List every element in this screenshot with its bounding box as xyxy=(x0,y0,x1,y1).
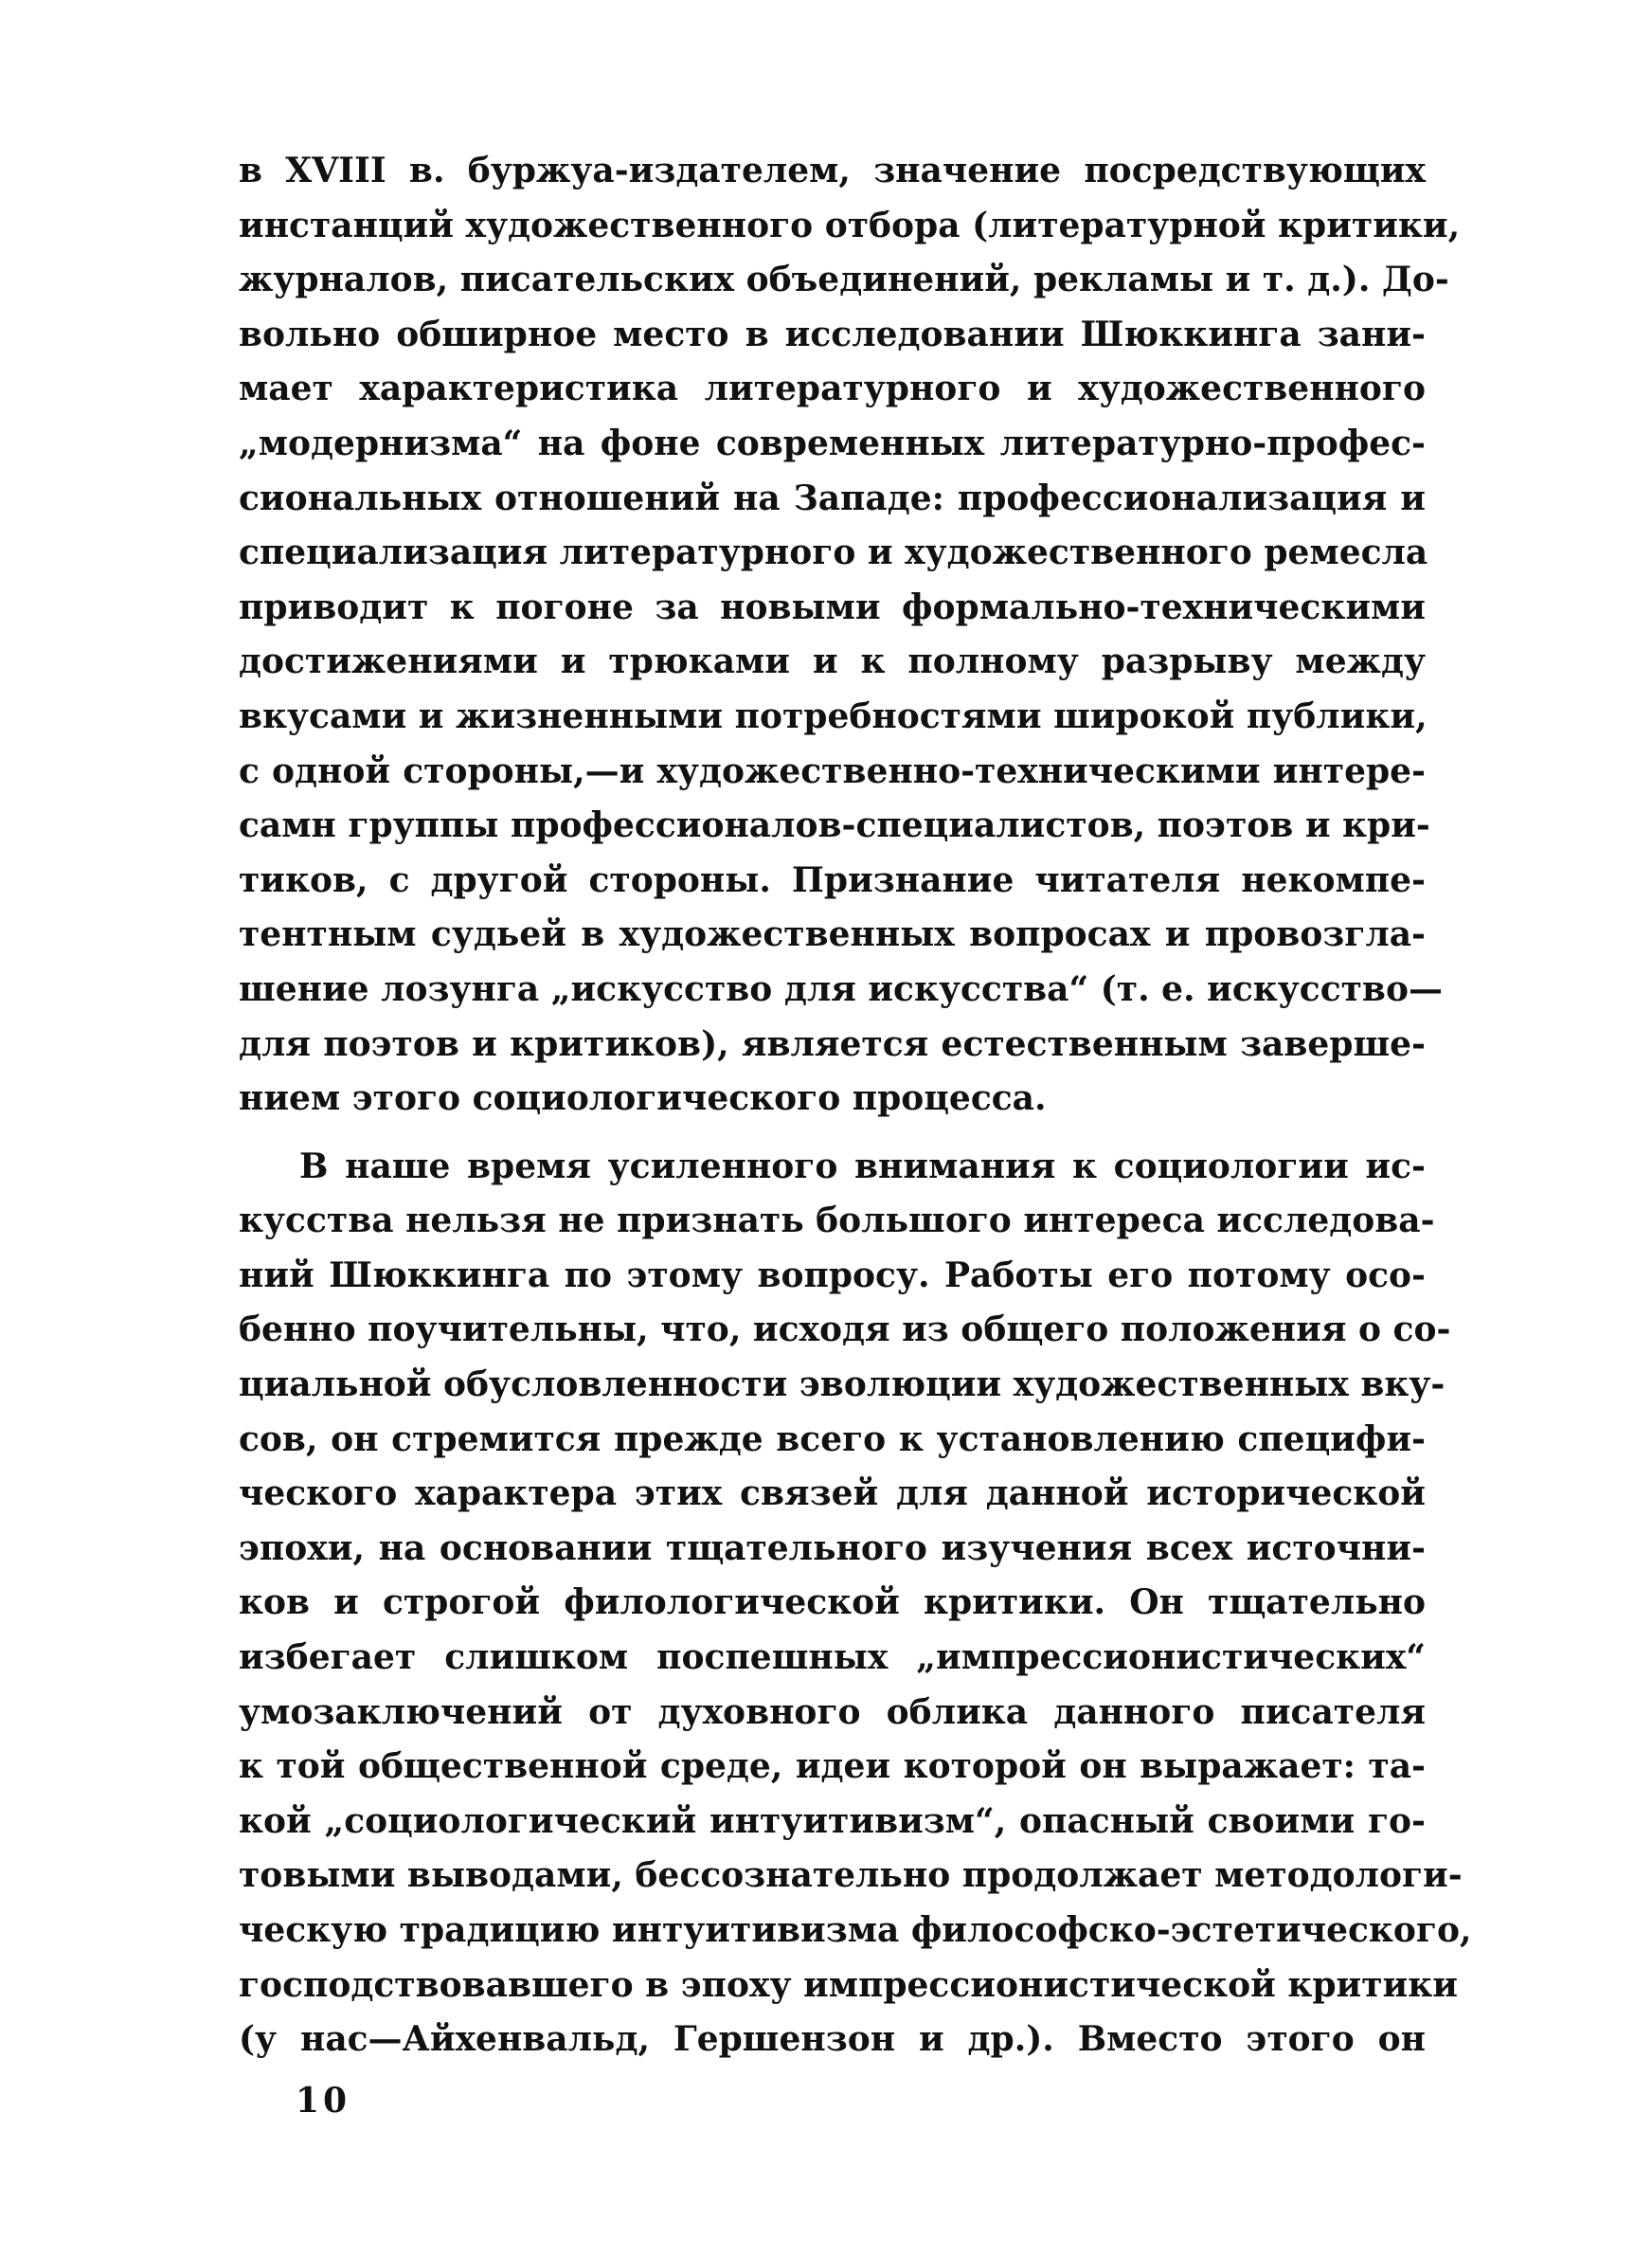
text-line: ческого характера этих связей для данной исторической xyxy=(239,1473,1426,1514)
paragraph-gap xyxy=(239,1127,1426,1140)
text-line: специализация литературного и художественного ремесла xyxy=(239,533,1428,573)
text-line: сов, он стремится прежде всего к установлению специфи- xyxy=(239,1418,1426,1459)
body-text xyxy=(239,144,1472,2067)
text-line: ков и строгой филологической критики. Он тщательно xyxy=(239,1582,1426,1623)
text-line: В наше время усиленного внимания к социологии ис- xyxy=(299,1146,1426,1186)
text-line: в XVIII в. буржуа-издателем, значение посредствующих xyxy=(239,151,1426,190)
text-line: (у нас—Айхенвальд, Гершензон и др.). Вместо этого он xyxy=(239,2019,1426,2060)
text-line: достижениями и трюками и к полному разрыву между xyxy=(239,641,1426,682)
text-line: циальной обусловленности эволюции художественных вку- xyxy=(239,1364,1446,1405)
text-line: кусства нельзя не признать большого интереса исследова- xyxy=(239,1201,1435,1241)
text-line: для поэтов и критиков), является естественным заверше- xyxy=(239,1023,1426,1064)
text-line: бенно поучительны, что, исходя из общего положения о со- xyxy=(239,1309,1451,1350)
text-line: сиональных отношений на Западе: профессионализация и xyxy=(239,478,1426,518)
text-line: с одной стороны,—и художественно-техническими интере- xyxy=(239,750,1426,791)
text-line: журналов, писательских объединений, рекламы и т. д.). До- xyxy=(239,260,1449,300)
text-line: самн группы профессионалов-специалистов, поэтов и кри- xyxy=(239,805,1430,846)
text-line: эпохи, на основании тщательного изучения всех источни- xyxy=(239,1527,1426,1568)
text-line: ний Шюккинга по этому вопросу. Работы его потому осо- xyxy=(239,1255,1426,1295)
text-line: кой „социологический интуитивизм“, опасный своими го- xyxy=(239,1800,1426,1841)
text-line: нием этого социологического процесса. xyxy=(239,1078,1047,1119)
text-line: умозаключений от духовного облика данного писателя xyxy=(239,1691,1426,1732)
page-number: 10 xyxy=(296,2081,351,2121)
text-line: избегает слишком поспешных „импрессионистических“ xyxy=(239,1637,1426,1678)
text-line: инстанций художественного отбора (литературной критики, xyxy=(239,205,1461,245)
text-line: тентным судьей в художественных вопросах и провозгла- xyxy=(239,914,1426,955)
text-line: приводит к погоне за новыми формально-техническими xyxy=(239,587,1426,627)
text-line: „модернизма“ на фоне современных литературно-профес- xyxy=(239,423,1426,463)
text-line: шение лозунга „искусство для искусства“ (т. е. искусство— xyxy=(239,968,1443,1009)
text-line: вольно обширное место в исследовании Шюккинга зани- xyxy=(239,314,1426,354)
text-line: тиков, с другой стороны. Признание читателя некомпе- xyxy=(239,859,1426,900)
text-line: ческую традицию интуитивизма философско-эстетического, xyxy=(239,1910,1472,1950)
text-line: мает характеристика литературного и художественного xyxy=(239,369,1426,409)
text-line: товыми выводами, бессознательно продолжает методологи- xyxy=(239,1855,1463,1896)
text-line: вкусами и жизненными потребностями широкой публики, xyxy=(239,695,1428,736)
text-line: к той общественной среде, идеи которой он выражает: та- xyxy=(239,1746,1426,1787)
text-line: господствовавшего в эпоху импрессионистической критики xyxy=(239,1964,1458,2005)
